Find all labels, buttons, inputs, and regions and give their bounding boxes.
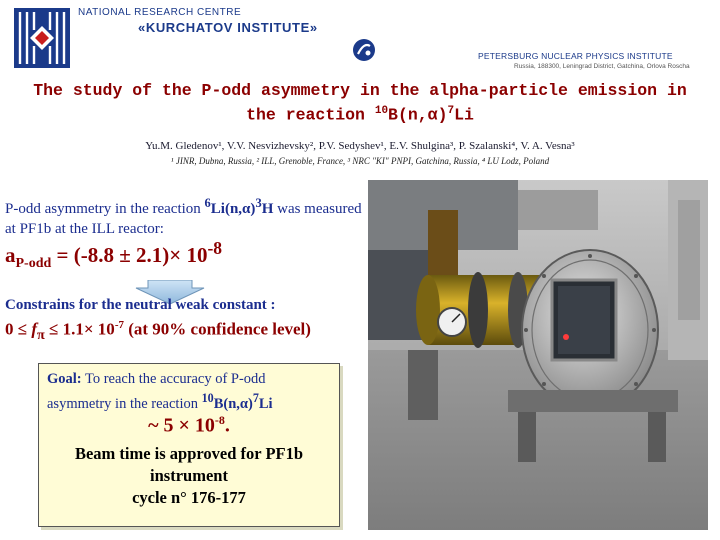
measurement-pre: P-odd asymmetry in the reaction xyxy=(5,201,205,217)
measurement-text xyxy=(5,193,365,239)
goal-text xyxy=(47,370,331,414)
beam-line1: Beam time is approved for PF1b xyxy=(74,444,304,463)
measurement-post: was measured at PF1b at the ILL reactor: xyxy=(5,201,362,237)
authors: Yu.M. Gledenov¹, V.V. Nesvizhevsky², P.V. Sedyshev¹, E.V. Shulgina³, P. Szalanski⁴, V. A. Vesna³ xyxy=(145,140,575,152)
result-exponent: -8 xyxy=(207,238,223,258)
goal-box xyxy=(38,363,340,527)
title-close: ) xyxy=(437,105,448,125)
title-element: Li xyxy=(454,105,474,125)
goal-description: To reach the accuracy of P-odd asymmetry in the reaction xyxy=(47,371,266,412)
limit-mid: ≤ 1.1× 10 xyxy=(44,319,115,339)
goal-formula: B(n,α) xyxy=(213,395,253,412)
limit-symbol-sub: π xyxy=(37,327,45,344)
pnpi-address: Russia, 188300, Leningrad District, Gatchina, Orlova Roscha xyxy=(514,63,690,70)
goal-accuracy-post: . xyxy=(224,414,230,437)
title-line2 xyxy=(14,101,706,126)
kurchatov-logo-icon xyxy=(14,8,70,68)
result-subscript: P-odd xyxy=(15,256,52,272)
beam-time-text xyxy=(39,443,339,509)
constraint-heading: Constrains for the neutral weak constant : xyxy=(5,297,276,313)
goal-accuracy-exponent: -8 xyxy=(214,413,225,427)
result-value xyxy=(5,238,222,272)
goal-accuracy xyxy=(39,413,339,438)
page-title xyxy=(14,80,706,126)
title-alpha: α xyxy=(427,105,438,125)
goal-mass2: 7 xyxy=(252,391,259,405)
beam-line2: instrument xyxy=(150,466,228,485)
goal-element: Li xyxy=(258,395,273,412)
measurement-element: H xyxy=(261,201,274,217)
title-mass-number-2: 7 xyxy=(447,105,455,117)
measurement-mass2: 3 xyxy=(255,196,262,210)
goal-mass1: 10 xyxy=(201,391,214,405)
measurement-mass1: 6 xyxy=(204,196,211,210)
goal-label: Goal: xyxy=(47,371,82,387)
pnpi-logo-icon xyxy=(352,38,376,62)
limit-pre: 0 ≤ xyxy=(5,319,32,339)
title-formula: B(n, xyxy=(388,105,428,125)
affiliations: ¹ JINR, Dubna, Russia, ² ILL, Grenoble, France, ³ NRC "KI" PNPI, Gatchina, Russia, ⁴ LU Lodz, Poland xyxy=(170,156,550,166)
beam-line3: cycle n° 176-177 xyxy=(132,488,246,507)
measurement-formula: Li(n,α) xyxy=(210,201,256,217)
institute-name-line1: NATIONAL RESEARCH CENTRE xyxy=(78,7,242,18)
goal-accuracy-value: ~ 5 × 10 xyxy=(148,414,215,437)
title-line2-text: the reaction xyxy=(246,105,375,125)
result-number: = (-8.8 ± 2.1)× 10 xyxy=(51,243,208,267)
title-line1: The study of the P-odd asymmetry in the alpha-particle emission in xyxy=(33,81,687,100)
limit-symbol: f xyxy=(31,319,38,339)
limit-post: (at 90% confidence level) xyxy=(123,319,311,339)
institute-name-line2: «KURCHATOV INSTITUTE» xyxy=(138,20,318,35)
pnpi-name: PETERSBURG NUCLEAR PHYSICS INSTITUTE xyxy=(478,51,673,61)
constraint-limit xyxy=(5,319,311,344)
title-mass-number: 10 xyxy=(374,105,389,117)
result-symbol: a xyxy=(5,243,16,267)
limit-exponent: -7 xyxy=(114,319,124,331)
apparatus-photo xyxy=(368,180,708,530)
